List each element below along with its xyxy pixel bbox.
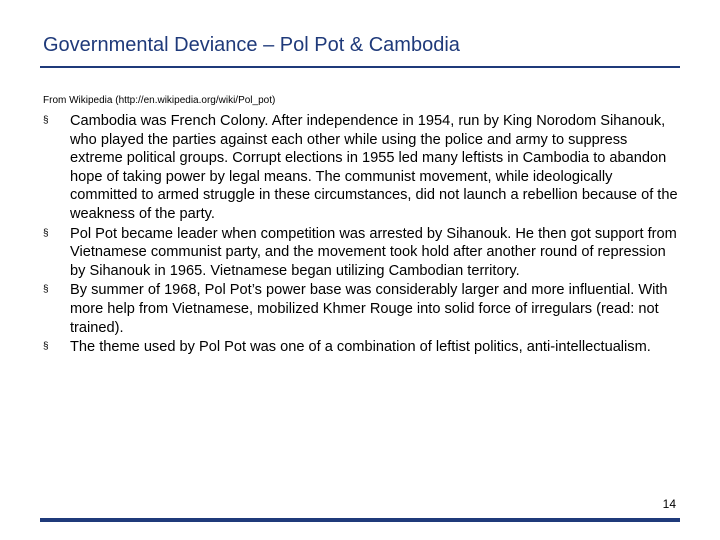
source-citation: From Wikipedia (http://en.wikipedia.org/wiki/Pol_pot): [43, 95, 276, 106]
bullet-text-1: Cambodia was French Colony. After independence in 1954, run by King Norodom Sihanouk, who played the parties against each other while using the police and army to suppress extreme political groups. Corrupt elections in 1955 led many leftists in Cambodia to abandon hope of taking power by legal means. The communist movement, while ideologically committed to armed struggle in these circumstances, did not launch a rebellion because of the weakness of the party.: [70, 113, 678, 222]
bullet-text-3: By summer of 1968, Pol Pot’s power base was considerably larger and more influential. With more help from Vietnamese, mobilized Khmer Rouge into solid force of irregulars (read: not trained).: [70, 282, 668, 336]
bullet-list: [43, 112, 683, 358]
bullet-marker-icon: §: [43, 115, 49, 126]
bullet-item-3: [43, 281, 683, 337]
bullet-item-1: [43, 112, 683, 224]
bullet-item-4: [43, 338, 683, 357]
title-divider: [40, 66, 680, 68]
bullet-item-2: [43, 225, 683, 281]
page-number: 14: [662, 497, 676, 511]
bullet-marker-icon: §: [43, 284, 49, 296]
bullet-marker-icon: §: [43, 227, 49, 239]
bullet-marker-icon: §: [43, 341, 49, 353]
footer-divider: [40, 518, 680, 522]
slide-title: Governmental Deviance – Pol Pot & Cambodia: [43, 34, 460, 56]
bullet-text-2: Pol Pot became leader when competition was arrested by Sihanouk. He then got support from Vietnamese communist party, and the movement took hold after another round of repression by Sihanouk in 1965. Vietnamese began utilizing Cambodian territory.: [70, 225, 677, 279]
bullet-text-4: The theme used by Pol Pot was one of a combination of leftist politics, anti-intellectualism.: [70, 339, 651, 356]
